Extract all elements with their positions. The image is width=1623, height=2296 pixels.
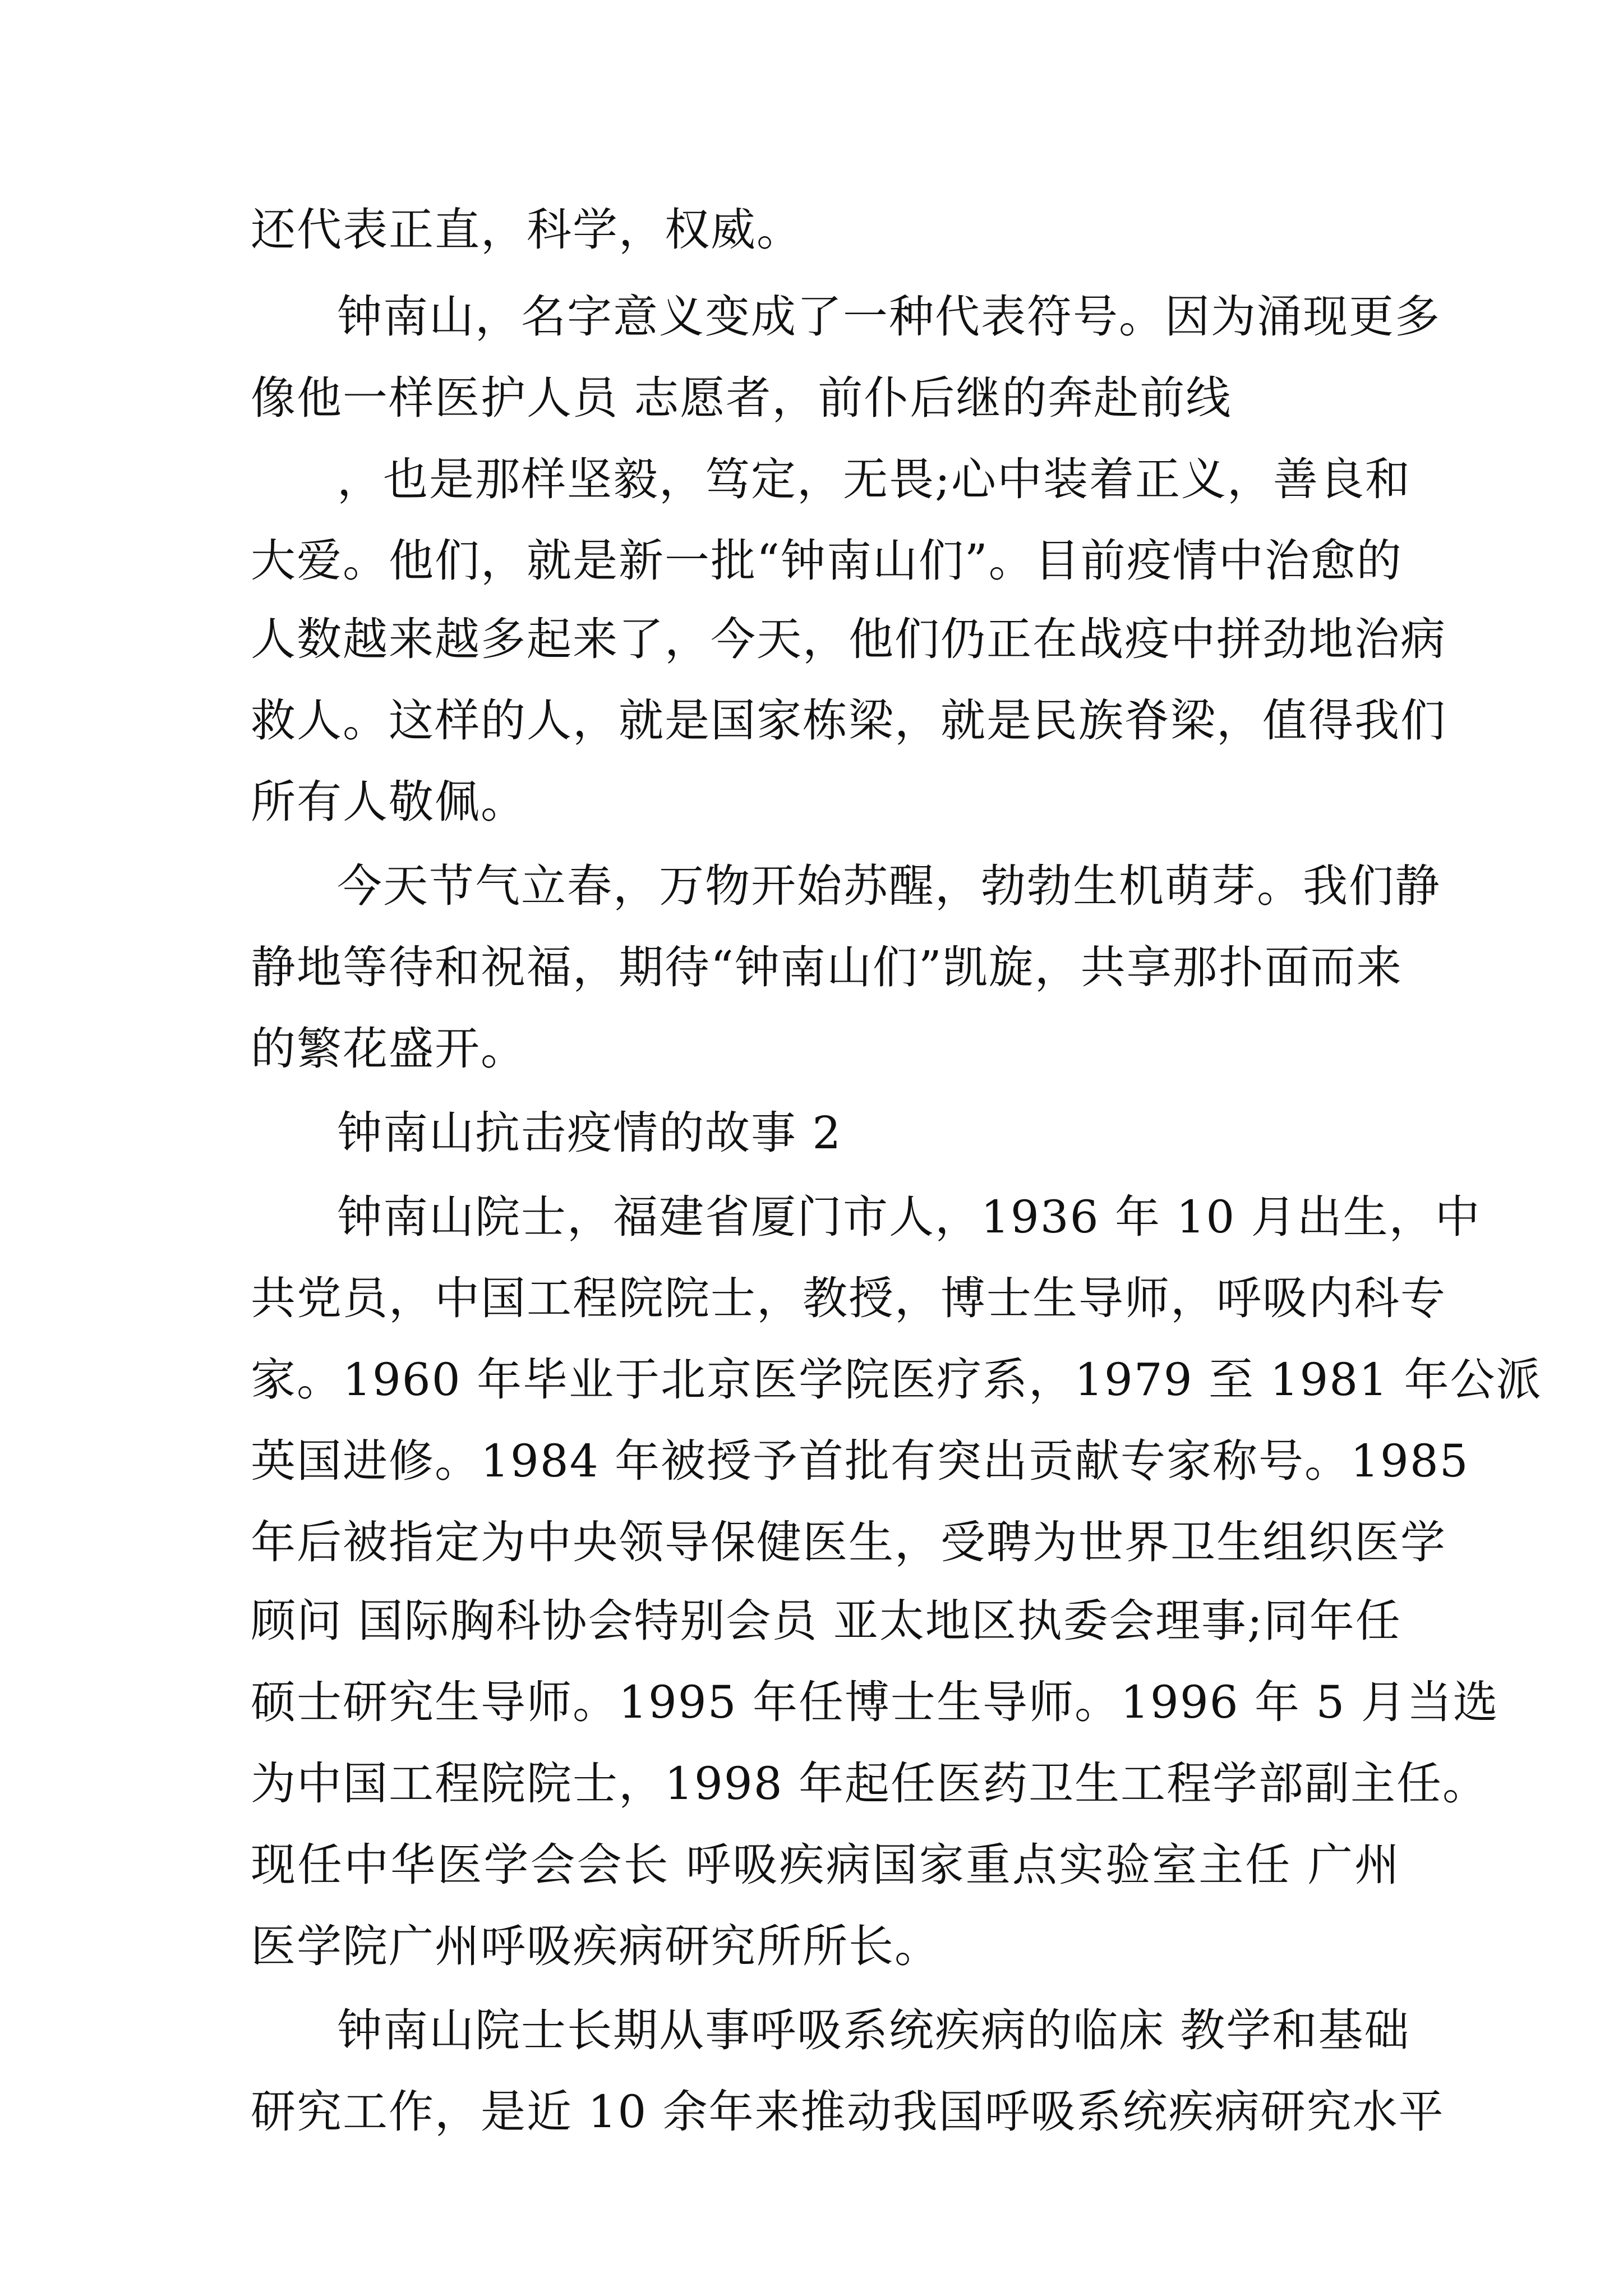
text-line: 为中国工程院院士，1998 年起任医药卫生工程学部副主任。 <box>251 1757 1489 1810</box>
text-line: 静地等待和祝福，期待“钟南山们”凯旋，共享那扑面而来 <box>251 941 1403 993</box>
text-line: 研究工作，是近 10 余年来推动我国呼吸系统疾病研究水平 <box>251 2086 1445 2138</box>
text-line: 的繁花盛开。 <box>251 1023 527 1075</box>
text-line: ，也是那样坚毅，笃定，无畏;心中装着正义，善良和 <box>337 453 1411 505</box>
text-line: 钟南山，名字意义变成了一种代表符号。因为涌现更多 <box>337 291 1441 343</box>
text-line: 像他一样医护人员 志愿者，前仆后继的奔赴前线 <box>251 372 1232 424</box>
text-line: 年后被指定为中央领导保健医生，受聘为世界卫生组织医学 <box>251 1516 1446 1568</box>
text-line: 医学院广州呼吸疾病研究所所长。 <box>251 1920 940 1972</box>
text-line: 英国进修。1984 年被授予首批有突出贡献专家称号。1985 <box>251 1435 1469 1487</box>
text-line: 现任中华医学会会长 呼吸疾病国家重点实验室主任 广州 <box>251 1839 1400 1891</box>
text-line: 所有人敬佩。 <box>251 776 527 828</box>
text-line: 救人。这样的人，就是国家栋梁，就是民族脊梁，值得我们 <box>251 694 1446 747</box>
text-line: 人数越来越多起来了，今天，他们仍正在战疫中拼劲地治病 <box>251 613 1446 665</box>
text-line: 钟南山院士，福建省厦门市人，1936 年 10 月出生，中 <box>337 1191 1481 1243</box>
text-line: 家。1960 年毕业于北京医学院医疗系，1979 至 1981 年公派 <box>251 1354 1542 1406</box>
text-line: 共党员，中国工程院院士，教授，博士生导师，呼吸内科专 <box>251 1272 1446 1324</box>
text-line: 还代表正直，科学，权威。 <box>251 204 803 256</box>
text-line: 今天节气立春，万物开始苏醒，勃勃生机萌芽。我们静 <box>337 860 1441 912</box>
text-line: 大爱。他们，就是新一批“钟南山们”。目前疫情中治愈的 <box>251 535 1403 587</box>
section-heading: 钟南山抗击疫情的故事 2 <box>337 1107 842 1159</box>
text-line: 钟南山院士长期从事呼吸系统疾病的临床 教学和基础 <box>337 2004 1410 2056</box>
text-line: 顾问 国际胸科协会特别会员 亚太地区执委会理事;同年任 <box>251 1595 1401 1647</box>
text-line: 硕士研究生导师。1995 年任博士生导师。1996 年 5 月当选 <box>251 1676 1499 1728</box>
